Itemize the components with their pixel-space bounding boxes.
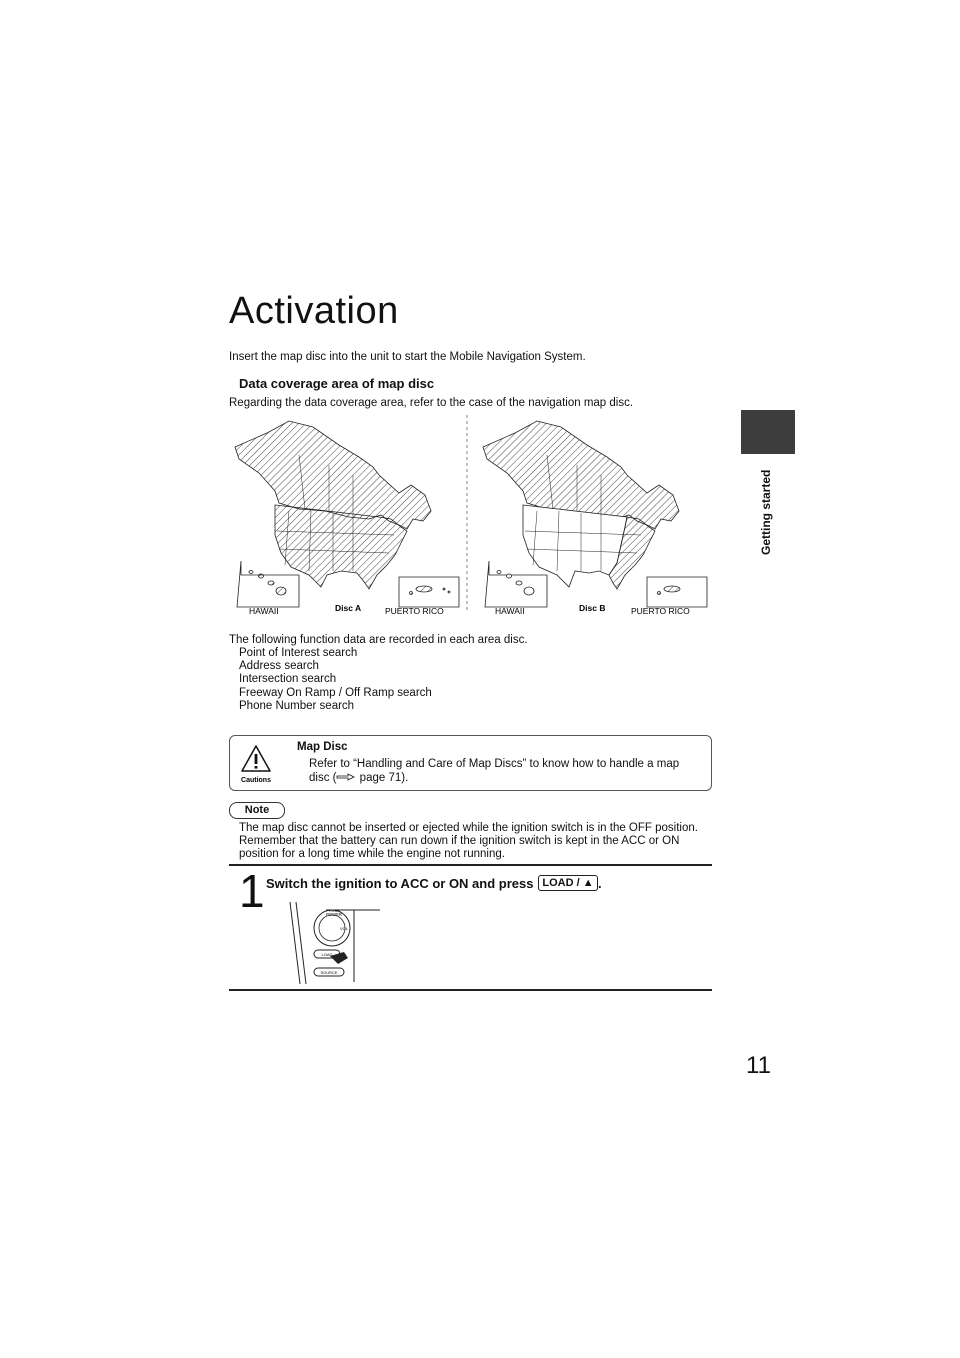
step-rule-top bbox=[229, 864, 712, 866]
coverage-heading: Data coverage area of map disc bbox=[239, 376, 435, 391]
note-badge: Note bbox=[229, 802, 285, 819]
map-b-puerto-rico: PUERTO RICO bbox=[631, 606, 690, 616]
chapter-label: Getting started bbox=[759, 469, 773, 555]
reference-hand-icon bbox=[336, 772, 356, 782]
page-number: 11 bbox=[746, 1052, 771, 1079]
map-a bbox=[235, 421, 459, 607]
map-a-label: Disc A bbox=[335, 603, 362, 613]
caution-title: Map Disc bbox=[297, 741, 348, 753]
note-text: The map disc cannot be inserted or ejected while the ignition switch is in the OFF position. Remember that the battery can run down if the ignition switch is kept in the ACC or ON position for a long time while the engine not running. bbox=[239, 822, 698, 860]
map-a-hawaii: HAWAII bbox=[249, 606, 279, 616]
device-source-label: SOURCE bbox=[320, 970, 338, 975]
map-b-hawaii: HAWAII bbox=[495, 606, 525, 616]
map-b bbox=[483, 421, 707, 607]
map-a-puerto-rico: PUERTO RICO bbox=[385, 606, 444, 616]
functions-intro: The following function data are recorded in each area disc. bbox=[229, 634, 528, 646]
page-title: Activation bbox=[229, 290, 399, 332]
device-power-label: POWER bbox=[326, 912, 342, 917]
step-rule-bottom bbox=[229, 989, 712, 991]
device-load-label: LOAD bbox=[321, 952, 333, 957]
load-button-glyph: LOAD / ▲ bbox=[538, 875, 598, 891]
chapter-tab bbox=[741, 410, 795, 454]
functions-list bbox=[239, 647, 432, 713]
caution-box bbox=[229, 735, 712, 791]
list-item: Phone Number search bbox=[239, 699, 355, 712]
device-illustration bbox=[288, 898, 388, 988]
caution-text: Refer to “Handling and Care of Map Discs” to know how to handle a map disc ( page 71). bbox=[309, 758, 680, 784]
list-item: Point of Interest search bbox=[239, 647, 358, 659]
intro-text: Insert the map disc into the unit to start the Mobile Navigation System. bbox=[229, 351, 586, 363]
caution-icon-label: Cautions bbox=[241, 777, 271, 784]
step-text: Switch the ignition to ACC or ON and press bbox=[266, 876, 534, 891]
list-item: Intersection search bbox=[239, 673, 337, 686]
device-push-label: PUSH bbox=[329, 909, 339, 913]
coverage-maps bbox=[229, 415, 714, 625]
warning-icon bbox=[239, 744, 273, 784]
map-b-label: Disc B bbox=[579, 603, 606, 613]
coverage-text: Regarding the data coverage area, refer to the case of the navigation map disc. bbox=[229, 397, 634, 409]
step-number: 1 bbox=[239, 865, 265, 917]
device-vol-label: VOL bbox=[340, 926, 349, 931]
list-item: Address search bbox=[239, 660, 319, 673]
step-period: . bbox=[598, 876, 602, 891]
list-item: Freeway On Ramp / Off Ramp search bbox=[239, 686, 432, 699]
